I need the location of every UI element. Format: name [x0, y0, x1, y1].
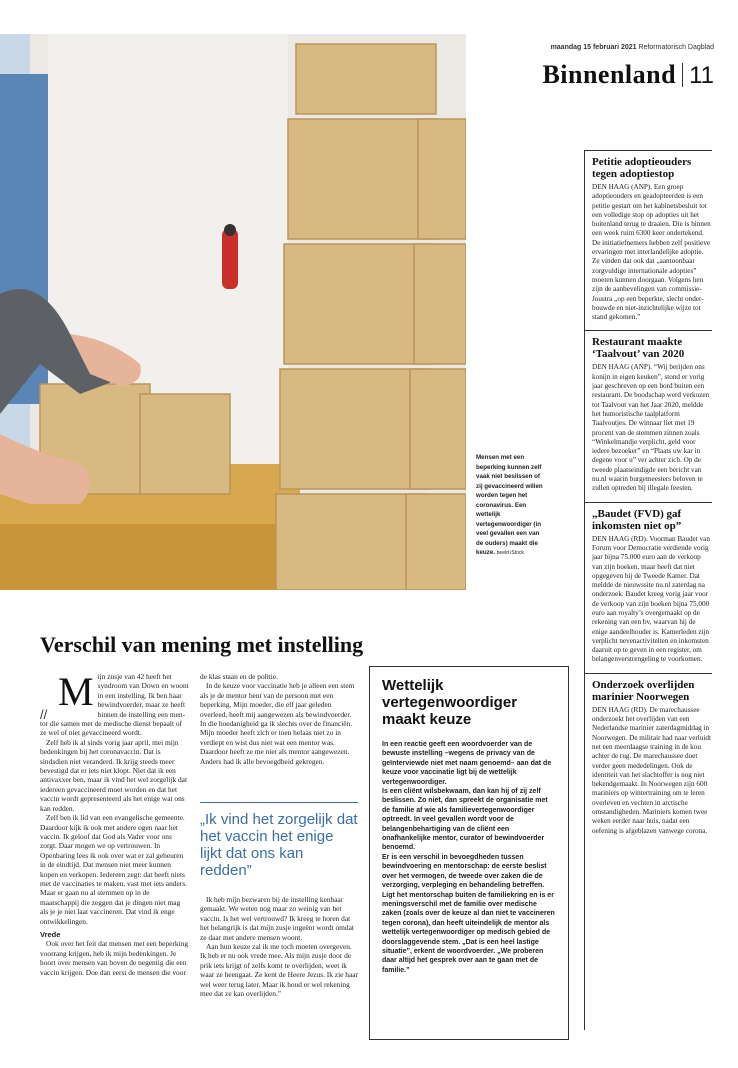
- article-paragraph: ijn zusje van 42 heeft het syndroom van Down en woont in een instelling. Ik ben haar bewindvoerder, maar ze heeft binnen de instelling een mentor die samen met de medische dienst bepaalt of ze wel of niet gevaccineerd wordt.: [40, 672, 189, 738]
- brief-title: Petitie adoptieouders tegen adoptiestop: [592, 156, 692, 180]
- article-subhead: Vrede: [40, 929, 61, 939]
- masthead: [454, 44, 714, 51]
- article-paragraph: In de keuze voor vaccinatie heb je alleen een stem als je de mentor bent van de persoon met een beperking. Mijn moeder, die elf jaar geleden overleed, heeft mij aangewezen als bewindvoerder. In die hoedanigheid ga ik slechts over de financiën. Mijn moeder heeft zich er toen helaas niet zo in verdiept en wist dus niet wat een mentor was. Daardoor heeft ze me niet als mentor aangewezen. Anders had ik alle bevoegdheid gekregen.: [200, 681, 355, 766]
- article-paragraph: Zelf heb ik al sinds vorig jaar april, mei mijn bedenkingen bij het coronavaccin. Dat is sindsdien niet veranderd. Ik krijg steeds meer bevestigd dat er iets niet klopt. Niet dat ik een antivaxxer ben, maar ik vind het wel zorgelijk dat iedereen gevaccineerd moet worden en dat het vaccin wordt gepresenteerd als het enige wat ons kan redden.: [40, 737, 188, 813]
- brief-title: Restaurant maakte ‘Taalvout’ van 2020: [592, 336, 685, 361]
- news-briefs: [584, 150, 712, 836]
- sidebar-paragraph: Is een cliënt wilsbekwaam, dan kan hij of zij zelf beslissen. Zo niet, dan spreekt de organisatie met de familie af wie als familievertegenwoordiger optreedt. In veel gevallen wordt voor de belangenbehartiging van de cliënt een onafhankelijke mentor, curator of bewindvoerder benoemd.: [382, 788, 548, 852]
- brief-item: [584, 150, 712, 322]
- brief-body: DEN HAAG (ANP). “Wij berijden ons konijn in eigen keuken”, stond er vorig jaar geschreven op een bord buiten een restaurant. De boodschap werd verkozen tot Taalvout van het Jaar 2020, meldde het humoristische taalplatform Taalvoutjes. De winnaar liet met 19 procent van de stemmen zinnen zoals “Winkelmandje verplicht, geld voor iedere bezoeker” en “Plaats uw kar in degene voor u” ver achter zich. Op de tweede plaatseindigde een bericht van nu.nl waarin burgemeesters beloven te zullen optreden bij illegale feesten.: [592, 363, 710, 493]
- dateline: [454, 44, 714, 51]
- article-paragraph: Ook over het feit dat mensen met een beperking voorrang krijgen, heb ik mijn bedenkingen. Je hoort over mensen van boven de negentig die een vaccin krijgen. Doe dan eerst de mensen die voor: [40, 939, 189, 977]
- issue-date: maandag 15 februari 2021: [550, 44, 637, 51]
- sidebar-box: [369, 666, 569, 1040]
- page-number: 11: [689, 62, 714, 89]
- article-paragraph: Aan hun keuze zal ik me toch moeten overgeven. Ik heb er nu ook vrede mee. Als mijn zusje door de prik iets krijgt of zelfs komt te overlijden, weet ik waar ze heengaat. Ze kent de Heere Jezus. Ik zie haar wel weer terug later. Maar ik houd er wel rekening mee dat ze kan overlijden.”: [200, 942, 358, 999]
- article-photo: [0, 34, 466, 590]
- pull-quote: „Ik vind het zorgelijk dat het vaccin het enige lijkt dat ons kan redden”: [200, 802, 358, 879]
- sidebar-title: Wettelijk vertegenwoordiger maakt keuze: [382, 677, 518, 728]
- brief-body: DEN HAAG (RD). Voorman Baudet van Forum voor Democratie verdiende vorig jaar bijna 75.000 euro aan de verkoop van zijn boeken, maar heeft dat niet opgegeven bij de Tweede Kamer. Dat meldde de nieuwssite nu.nl zaterdag na onderzoek. Baudet kreeg vorig jaar voor de verkoop van zijn boeken bijna 75.000 euro aan royalty’s overgemaakt op de rekening van een bv, waarvan hij de enige aandeelhouder is. Kamerleden zijn verplicht nevenactiviteiten en inkomsten daaruit op te geven in een register, om belangenverstrengeling te voorkomen.: [592, 534, 710, 664]
- section-header: [542, 60, 714, 90]
- brief-title: „Baudet (FVD) gaf inkomsten niet op”: [592, 507, 682, 532]
- brief-body: DEN HAAG (ANP). Een groep adoptieouders en geadopteerden is een petitie gestart om het kabinetsbesluit tot een volledige stop op adopties uit het buitenland terug te draaien. Die is binnen een week ruim 6300 keer ondertekend. De initiatiefnemers hebben zelf positieve ervaringen met interlandelijke adoptie. Ze vinden dat ook dat „aantoonbaar zorgvuldige internationale adopties” moeten kunnen doorgaan. Volgens hen zijn de aanbevelingen van commissie-Joustra „op een beperkte, slecht onderbouwde en niet-inzichtelijke wijze tot stand gekomen.”: [592, 183, 711, 322]
- photo-credit: beeld iStock: [496, 550, 524, 556]
- article-paragraph: Ik heb mijn bezwaren bij de instelling kenbaar gemaakt. We weten nog maar zo weinig van het vaccin. Is het wel vertrouwd? Ik kreeg te horen dat het belangrijk is dat mijn zusje ingeënt wordt omdat ze daar met andere mensen woont.: [200, 895, 354, 942]
- article-paragraph: Zelf ben ik lid van een evangelische gemeente. Daardoor kijk ik ook met andere ogen naar het vaccin. Ik geloof dat God als Vader voor ons zorgt. Daar mogen we op vertrouwen. In Openbaring lees ik ook over wat er zal gebeuren in de eindtijd. Dat mensen niet meer kunnen kopen en verkopen. Iedereen zegt: dat heeft niets met de vaccinaties te maken, vast met iets anders. Maar er gaan nu al stemmen op in de maatschappij die zeggen dat je dingen niet mag als je je niet laat vaccineren. Dat vind ik enge ontwikkelingen.: [40, 813, 187, 926]
- article-column-2: [200, 672, 358, 766]
- section-divider: [682, 63, 683, 87]
- photo-caption: [476, 453, 544, 559]
- article-paragraph: de klas staan en de politie.: [200, 672, 278, 681]
- article-column-2-continued: [200, 895, 358, 998]
- brief-body: DEN HAAG (RD). De marechaussee onderzoekt het overlijden van een Nederlandse marinier zaterdagmiddag in Noorwegen. De militair had naar verluidt net een meerdaagse training in de kou achter de rug. De marechaussee doet verder geen mededelingen. Ook de identiteit van het slachtoffer is nog niet bekendgemaakt. In Noorwegen zijn 600 mariniers op wintertraining om te leren overleven en vechten in arctische omstandigheden. Mariniers komen twee weken eerder naar huis, nadat een oefening is afgeblazen vanwege corona.: [592, 705, 711, 835]
- brief-title: Onderzoek overlijden marinier Noorwegen: [592, 678, 695, 703]
- article-column-1: [40, 669, 190, 977]
- sidebar-paragraph: In een reactie geeft een woordvoerder van de bewuste instelling –wegens de privacy van de geïnterviewde niet met naam genoemd– aan dat de keuze voor vaccinatie ligt bij de wettelijk vertegenwoordiger.: [382, 741, 552, 786]
- article-headline: Verschil van mening met instelling: [40, 632, 364, 657]
- publication-name: Reformatorisch Dagblad: [638, 44, 714, 51]
- drop-cap: M: [58, 669, 94, 714]
- brief-item: [584, 673, 712, 836]
- section-name: Binnenland: [542, 60, 677, 89]
- photo-illustration: [0, 34, 466, 590]
- caption-text: Mensen met een beperking kunnen zelf vaak niet beslissen of zij gevaccineerd willen worden tegen het coronavirus. Een wettelijk vertegenwoordiger (in veel gevallen een van de ouders) maakt die keuze.: [476, 454, 543, 556]
- byline-slashes: //: [40, 707, 48, 722]
- brief-item: [584, 330, 712, 493]
- sidebar-paragraph: Er is een verschil in bevoegdheden tussen bewindvoering en mentorschap: de eerste beslist over het vermogen, de tweede over zaken die de verzorging, verpleging en behandeling betreffen. Ligt het mentorschap buiten de familiekring en is er meningsverschil met de familie over medische zaken (zoals over de keuze al dan niet te vaccineren tegen corona), dan heeft uiteindelijk de mentor als wettelijk vertegenwoordiger op medisch gebied de doorslaggevende stem. „Dat is een heel lastige situatie”, erkent de woordvoerder. „We proberen daar altijd het gesprek over aan te gaan met de familie.”: [382, 853, 555, 974]
- brief-item: [584, 502, 712, 665]
